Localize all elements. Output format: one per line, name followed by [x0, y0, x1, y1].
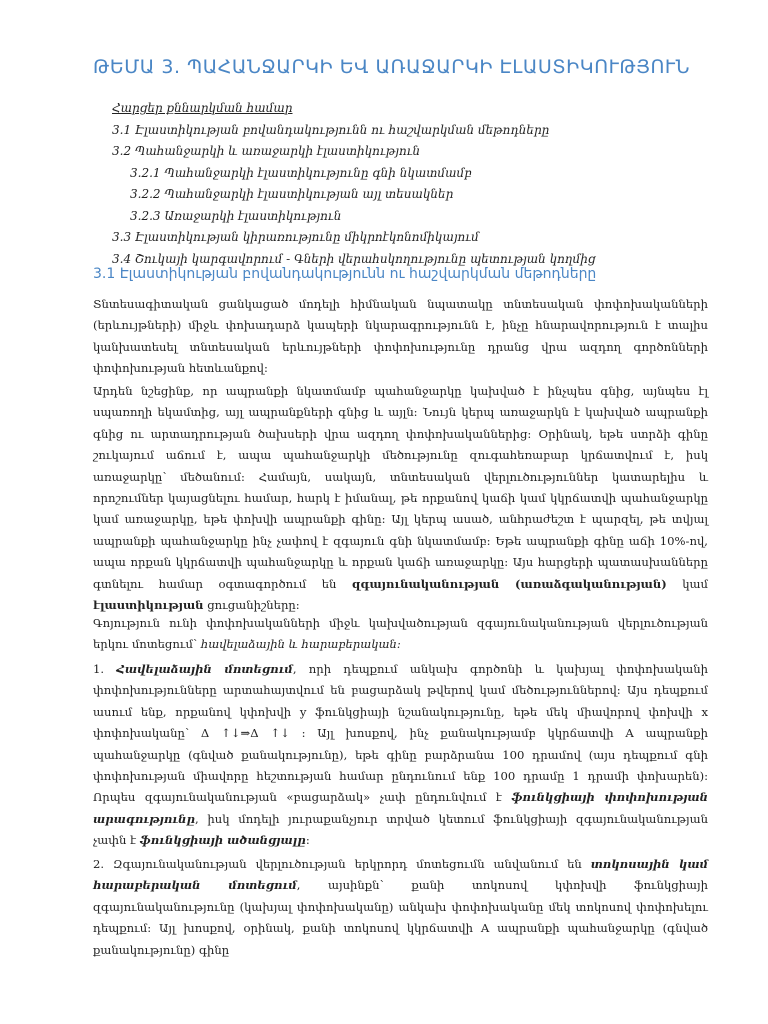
paragraph-text: ցուցանիշները:	[207, 598, 300, 613]
paragraph-text: Արդեն նշեցինք, որ ապրանքի նկատմամբ պահանջարկը կախված է ինչպես գնից, այնպես էլ սպառողի եկամտից, այլ ապրանքների գնից և այլն: Նույն կերպ առաջարկն է կախված ապրանքի գնից ու արտադրության ծախսերի վրա ազդող փոփոխականներից: Օրինակ, եթե ստրձի գինը շուկայում աճում է, ապա պահանջարկի մեծությունը զուգահեռաբար կրճատվում է, իսկ առաջարկը՝ մեծանում: Համայն, սակայն, տնտեսական վերլուծություններ կատարելիս և որոշումներ կայացնելու համար, հարկ է իմանալ, թե որքանով կաճի կամ կկրճատվի պահանջարկը կամ առաջարկը, եթե փոխվի ապրանքի գինը: Այլ կերպ ասած, անհրաժեշտ է պարզել, թե տվյալ ապրանքի պահանջարկը ինչ չափով է զգայուն գնի նկատմամբ: Եթե ապրանքի գինը աճի 10%-ով, ապա որքան կկրճատվի պահանջարկը և որքան կաճի առաջարկը: Այս հարցերի պատասխանները գտնելու համար օգտագործում են	[93, 384, 708, 591]
table-of-contents	[112, 98, 732, 270]
bold-italic-term: ֆունկցիայի փոփոխության արագությունը	[93, 790, 708, 826]
paragraph-3	[93, 613, 708, 656]
document-title: ԹԵՄԱ 3. ՊԱՀԱՆՋԱՐԿԻ ԵՎ ԱՌԱՋԱՐԿԻ ԷԼԱՍՏԻԿՈՒԹՅՈՒՆ	[93, 56, 690, 78]
list-number: 2.	[93, 857, 105, 871]
toc-item: 3.4 Շուկայի կարգավորում - Գների վերահսկողությունը պետության կողմից	[112, 251, 596, 266]
bold-italic-term: ֆունկցիայի ածանցյալը	[139, 833, 306, 848]
paragraph-text: , որի դեպքում անկախ գործոնի և կախյալ փոփոխականի փոփոխությունները արտահայտվում են բացարձակ թվերով կամ մեծություններով: Այս դեպքում ասում ենք, որքանով կփոխվի y ֆունկցիայի նշանակությունը, եթե մեկ միավորով փոխվի x փոփոխականը՝ Δ ↑↓⇒Δ ↑↓ : Այլ խոսքով, ինչ քանակությամբ կկրճատվի A ապրանքի պահանջարկը (գնված քանակությունը), եթե գինը բարձրանա 100 դրամով (այս դեպքում գնի փոփոխության միավորը հեշտության համար ընդունում ենք 100 դրամը 1 դրամի փոխարեն): Որպես զգայունականության «բացարձակ» չափ ընդունվում է	[93, 662, 708, 805]
toc-item: 3.3 Էլաստիկության կիրառությունը միկրոէկոնոմիկայում	[112, 230, 479, 244]
list-number: 1.	[93, 662, 105, 676]
toc-item: 3.2.2 Պահանջարկի էլաստիկության այլ տեսակներ	[130, 187, 454, 201]
bold-italic-term: Հավելաձային մոտեցում	[116, 662, 293, 676]
section-heading: 3.1 Էլաստիկության բովանդակությունն ու հաշվարկման մեթոդները	[93, 266, 597, 282]
paragraph-1: Տնտեսագիտական ցանկացած մոդելի հիմնական նպատակը տնտեսական փոփոխականների (երևույթների) միջև փոխադարձ կապերի նկարագրությունն է, ինչը հնարավորություն է տալիս կանխատեսել տնտեսական երևույթների փոփոխությունը դրանց վրա ազդող գործոնների փոփոխության հետևանքով:	[93, 297, 708, 376]
paragraph-text: կամ	[682, 576, 708, 591]
bold-italic-term: տոկոսային կամ հարաբերական մոտեցում	[93, 857, 708, 893]
italic-term: հավելաձային և հարաբերական:	[200, 637, 401, 652]
paragraph-4	[93, 659, 708, 852]
paragraph-text: Գոյություն ունի փոփոխականների միջև կախվածության զգայունականության վերլուծության երկու մոտեցում՝	[93, 616, 708, 652]
paragraph-text: , իսկ մոդելի յուրաքանչյուր տրված կետում ֆունկցիայի զգայունականության չափն է	[93, 811, 708, 848]
toc-item: 3.2.1 Պահանջարկի էլաստիկությունը գնի նկատմամբ	[130, 165, 472, 180]
paragraph-text: :	[305, 833, 310, 848]
paragraph-2	[93, 381, 708, 616]
toc-heading: Հարցեր քննարկման համար	[112, 101, 293, 115]
bold-term: զգայունականության (առաձգականության)	[351, 576, 667, 591]
toc-item: 3.2 Պահանջարկի և առաջարկի էլաստիկություն	[112, 144, 421, 158]
paragraph-text: , այսինքն՝ քանի տոկոսով կփոխվի ֆունկցիայի զգայունականությունը (կախյալ փոփոխականը) անկախ փոփոխականը մեկ տոկոսով փոփոխելու դեպքում: Այլ խոսքով, օրինակ, քանի տոկոսով կկրճատվի A ապրանքի պահանջարկը (գնված քանակությունը) գինը	[93, 878, 708, 957]
toc-item: 3.2.3 Առաջարկի էլաստիկություն	[130, 208, 342, 223]
bold-term: էլաստիկության	[93, 598, 204, 613]
paragraph-text: Զգայունականության վերլուծության երկրորդ մոտեցումն անվանում են	[113, 857, 582, 871]
toc-item: 3.1 Էլաստիկության բովանդակությունն ու հաշվարկման մեթոդները	[112, 122, 550, 137]
paragraph-5	[93, 854, 708, 961]
